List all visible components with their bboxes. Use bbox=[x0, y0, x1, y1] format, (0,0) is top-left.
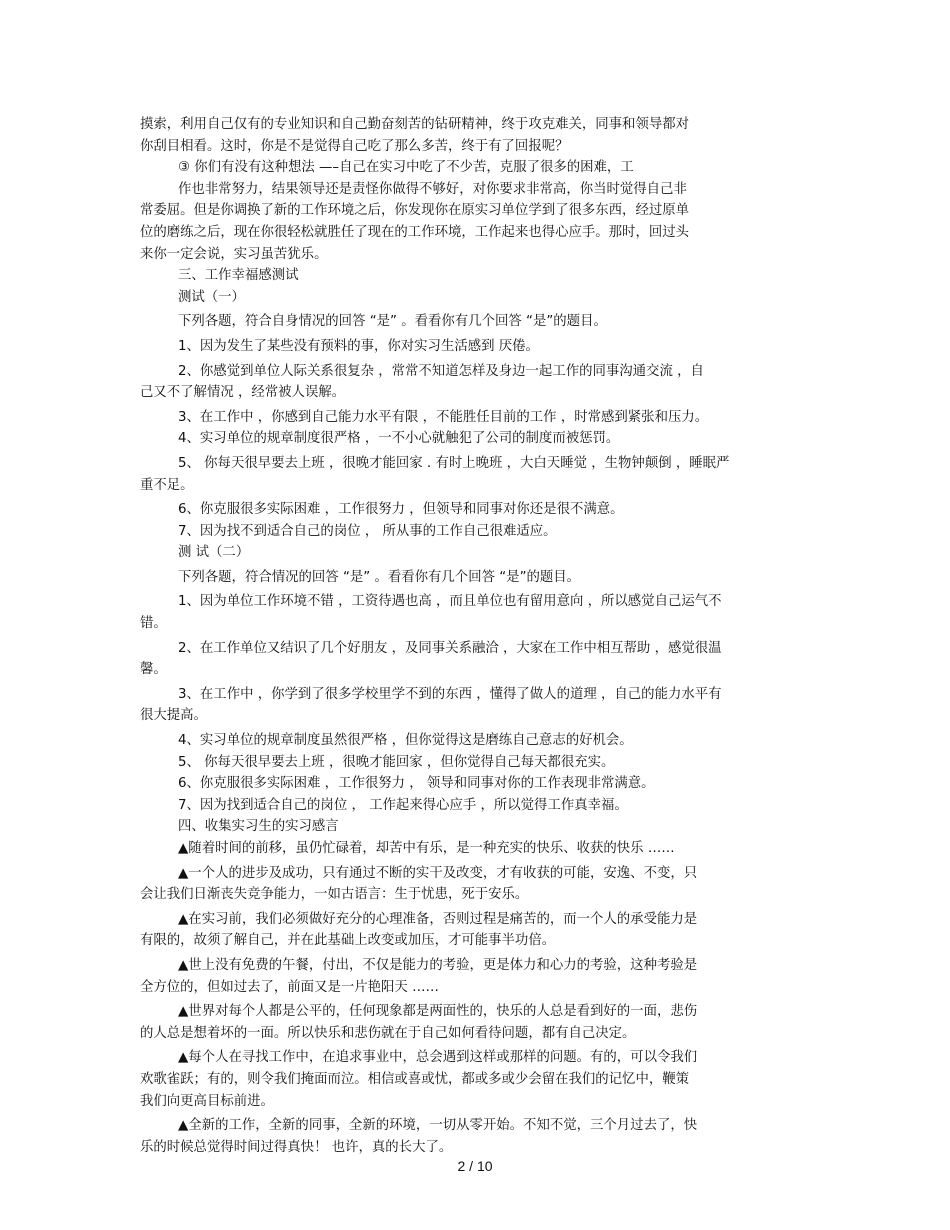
text-line: 来你一定会说，实习虽苦犹乐。 bbox=[140, 246, 328, 262]
text-line: 我们向更高目标前进。 bbox=[140, 1093, 274, 1109]
text-line: 摸索，利用自己仅有的专业知识和自己勤奋刻苦的钻研精神，终于攻克难关，同事和领导都对 bbox=[140, 117, 690, 132]
text-line: ▲全新的工作，全新的同事，全新的环境，一切从零开始。不知不觉，三个月过去了，快 bbox=[178, 1118, 698, 1134]
text-line: 欢歌雀跃；有的，则令我们掩面而泣。相信或喜或忧，都或多或少会留在我们的记忆中，鞭策 bbox=[140, 1071, 690, 1087]
text-line: 6、你克服很多实际困难 ，工作很努力 ，但领导和同事对你还是很不满意。 bbox=[178, 502, 624, 518]
text-line: 1、因为单位工作环境不错 ，工资待遇也高 ，而且单位也有留用意向 ，所以感觉自己运气不 bbox=[178, 594, 722, 610]
text-line: ▲每个人在寻找工作中，在追求事业中，总会遇到这样或那样的问题。有的，可以令我们 bbox=[178, 1050, 698, 1066]
text-line: 的人总是想着坏的一面。所以快乐和悲伤就在于自己如何看待问题，都有自己决定。 bbox=[140, 1025, 636, 1041]
section-heading: 四、收集实习生的实习感言 bbox=[178, 819, 339, 835]
page-number: 2 / 10 bbox=[457, 1158, 493, 1174]
text-line: 7、因为找不到适合自己的岗位 ， 所从事的工作自己很难适应。 bbox=[178, 523, 557, 539]
text-line: ▲世界对每个人都是公平的，任何现象都是两面性的，快乐的人总是看到好的一面，悲伤 bbox=[178, 1004, 698, 1020]
text-line: 全方位的，但如过去了，前面又是一片艳阳天 …… bbox=[140, 979, 439, 995]
text-line: 作也非常努力，结果领导还是责怪你做得不够好，对你要求非常高，你当时觉得自己非 bbox=[178, 181, 687, 197]
text-line: 7、因为找到适合自己的岗位 ， 工作起来得心应手 ，所以觉得工作真幸福。 bbox=[178, 797, 628, 813]
text-line: ▲一个人的进步及成功，只有通过不断的实干及改变，才有收获的可能，安逸、不变，只 bbox=[178, 865, 698, 881]
text-line: 3、在工作中 ，你感到自己能力水平有限 ，不能胜任目前的工作 ，时常感到紧张和压力。 bbox=[178, 409, 709, 425]
text-line: 重不足。 bbox=[140, 477, 194, 493]
text-line: ③ 你们有没有这种想法 —–自己在实习中吃了不少苦，克服了很多的困难，工 bbox=[178, 160, 634, 176]
text-line: 你刮目相看。这时，你是不是觉得自己吃了那么多苦，终于有了回报呢？ bbox=[140, 138, 569, 154]
text-line: 很大提高。 bbox=[140, 708, 207, 724]
text-line: 1、因为发生了某些没有预料的事，你对实习生活感到 厌倦。 bbox=[178, 338, 539, 354]
text-line: ▲随着时间的前移，虽仍忙碌着，却苦中有乐，是一种充实的快乐、收获的快乐 …… bbox=[178, 841, 675, 856]
text-line: 下列各题，符合自身情况的回答 “是” 。看看你有几个回答 “是”的题目。 bbox=[178, 314, 607, 330]
text-line: 5、 你每天很早要去上班 ，很晚才能回家 . 有时上晚班 ，大白天睡觉 ，生物钟颠倒 ，睡眠严 bbox=[178, 455, 730, 471]
page-body bbox=[140, 114, 800, 1158]
text-line: 3、在工作中 ，你学到了很多学校里学不到的东西 ，懂得了做人的道理 ，自己的能力水平有 bbox=[178, 686, 722, 702]
subheading: 测 试（二） bbox=[178, 545, 250, 561]
text-line: 常委屈。但是你调换了新的工作环境之后，你发现你在原实习单位学到了很多东西，经过原单 bbox=[140, 203, 690, 219]
text-line: 4、实习单位的规章制度很严格 ，一不小心就触犯了公司的制度而被惩罚。 bbox=[178, 431, 620, 447]
text-line: 4、实习单位的规章制度虽然很严格 ，但你觉得这是磨练自己意志的好机会。 bbox=[178, 733, 633, 749]
text-line: 2、你感觉到单位人际关系很复杂 ，常常不知道怎样及身边一起工作的同事沟通交流 ，自 bbox=[178, 363, 704, 379]
subheading: 测试（一） bbox=[178, 289, 245, 305]
section-heading: 三、工作幸福感测试 bbox=[178, 268, 299, 284]
text-line: ▲世上没有免费的午餐，付出，不仅是能力的考验，更是体力和心力的考验，这种考验是 bbox=[178, 957, 698, 973]
text-line: ▲在实习前，我们必须做好充分的心理准备，否则过程是痛苦的，而一个人的承受能力是 bbox=[178, 911, 698, 927]
text-line: 错。 bbox=[140, 616, 167, 632]
text-line: 5、 你每天很早要去上班 ，很晚才能回家 ，但你觉得自己每天都很充实。 bbox=[178, 754, 615, 770]
text-line: 2、在工作单位又结识了几个好朋友 ，及同事关系融洽 ，大家在工作中相互帮助 ，感觉很温 bbox=[178, 640, 722, 656]
text-line: 6、你克服很多实际困难 ，工作很努力 ， 领导和同事对你的工作表现非常满意。 bbox=[178, 776, 655, 792]
text-line: 乐的时候总觉得时间过得真快！ 也许，真的长大了。 bbox=[140, 1139, 453, 1155]
text-line: 有限的，故须了解自己，并在此基础上改变或加压，才可能事半功倍。 bbox=[140, 933, 556, 949]
text-line: 位的磨练之后，现在你很轻松就胜任了现在的工作环境，工作起来也得心应手。那时，回过头 bbox=[140, 224, 690, 240]
text-line: 会让我们日渐丧失竞争能力，一如古语言：生于忧患，死于安乐。 bbox=[140, 887, 529, 903]
text-line: 下列各题，符合情况的回答 “是” 。看看你有几个回答 “是”的题目。 bbox=[178, 569, 581, 585]
text-line: 馨。 bbox=[140, 662, 167, 678]
text-line: 己又不了解情况 ，经常被人误解。 bbox=[140, 385, 346, 401]
